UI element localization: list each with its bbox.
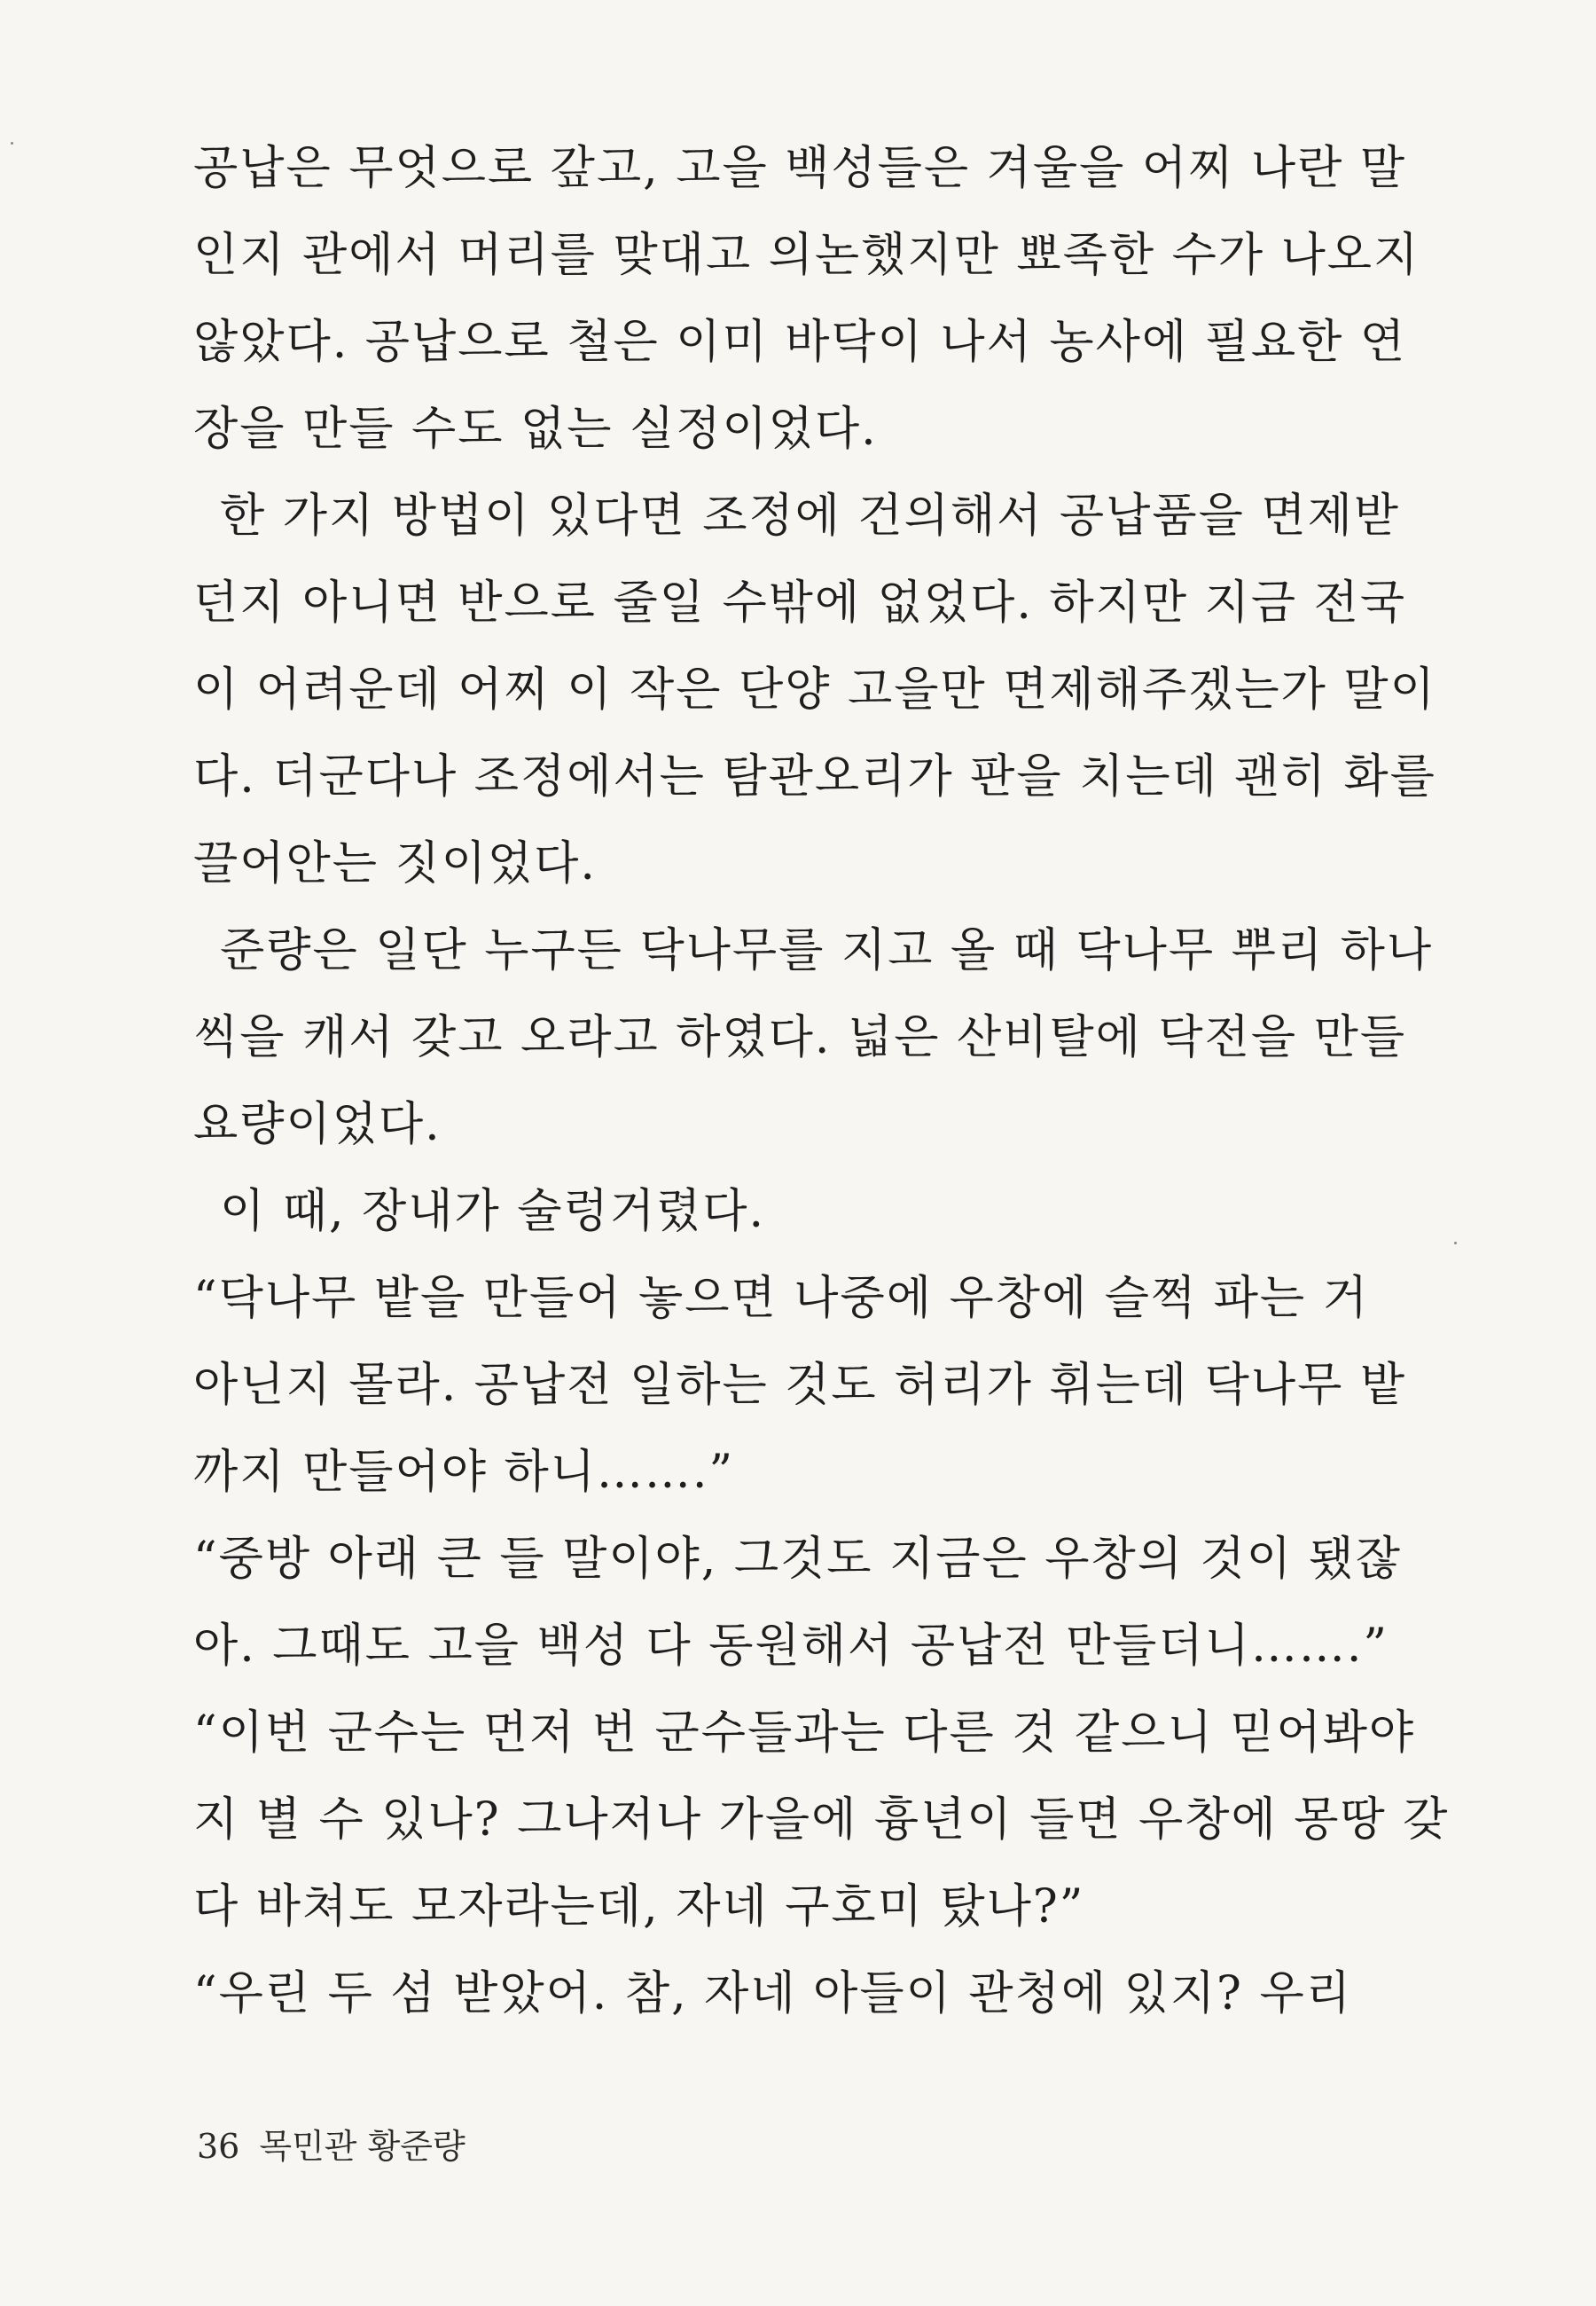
dialogue-line: “중방 아래 큰 들 말이야, 그것도 지금은 우창의 것이 됐잖 bbox=[193, 1533, 1402, 1586]
text-line: 이 어려운데 어찌 이 작은 단양 고을만 면제해주겠는가 말이 bbox=[193, 663, 1436, 717]
text-line: 다 바쳐도 모자라는데, 자네 구호미 탔나?” bbox=[193, 1880, 1085, 1933]
text-line: 인지 관에서 머리를 맞대고 의논했지만 뾰족한 수가 나오지 bbox=[193, 229, 1420, 282]
text-line: 장을 만들 수도 없는 실정이었다. bbox=[193, 403, 878, 456]
text-line: 요량이었다. bbox=[193, 1098, 442, 1151]
text-line: 아. 그때도 고을 백성 다 동원해서 공납전 만들더니…….” bbox=[193, 1620, 1389, 1673]
text-line: 까지 만들어야 하니…….” bbox=[193, 1446, 735, 1499]
paragraph-start-line: 한 가지 방법이 있다면 조정에 건의해서 공납품을 면제받 bbox=[220, 490, 1401, 543]
text-line: 공납은 무엇으로 갚고, 고을 백성들은 겨울을 어찌 나란 말 bbox=[193, 142, 1407, 195]
text-line: 씩을 캐서 갖고 오라고 하였다. 넓은 산비탈에 닥전을 만들 bbox=[193, 1011, 1407, 1064]
running-title: 목민관 황준량 bbox=[259, 2127, 466, 2166]
dialogue-line: “우린 두 섬 받았어. 참, 자네 아들이 관청에 있지? 우리 bbox=[193, 1967, 1352, 2020]
text-line: 지 별 수 있나? 그나저나 가을에 흉년이 들면 우창에 몽땅 갖 bbox=[193, 1793, 1450, 1847]
text-line: 끌어안는 짓이었다. bbox=[193, 837, 597, 890]
dialogue-line: “이번 군수는 먼저 번 군수들과는 다른 것 같으니 믿어봐야 bbox=[193, 1706, 1416, 1760]
page-number: 36 bbox=[197, 2127, 240, 2166]
text-line: 던지 아니면 반으로 줄일 수밖에 없었다. 하지만 지금 전국 bbox=[193, 576, 1407, 630]
paper-speck bbox=[1454, 1242, 1457, 1244]
page-footer bbox=[197, 2124, 466, 2169]
paragraph-start-line: 이 때, 장내가 술렁거렸다. bbox=[220, 1185, 765, 1238]
dialogue-line: “닥나무 밭을 만들어 놓으면 나중에 우창에 슬쩍 파는 거 bbox=[193, 1272, 1369, 1325]
text-line: 다. 더군다나 조정에서는 탐관오리가 판을 치는데 괜히 화를 bbox=[193, 750, 1436, 804]
paper-speck bbox=[11, 142, 13, 145]
text-line: 않았다. 공납으로 철은 이미 바닥이 나서 농사에 필요한 연 bbox=[193, 316, 1407, 369]
text-line: 아닌지 몰라. 공납전 일하는 것도 허리가 휘는데 닥나무 밭 bbox=[193, 1359, 1407, 1412]
paragraph-start-line: 준량은 일단 누구든 닥나무를 지고 올 때 닥나무 뿌리 하나 bbox=[220, 924, 1434, 977]
